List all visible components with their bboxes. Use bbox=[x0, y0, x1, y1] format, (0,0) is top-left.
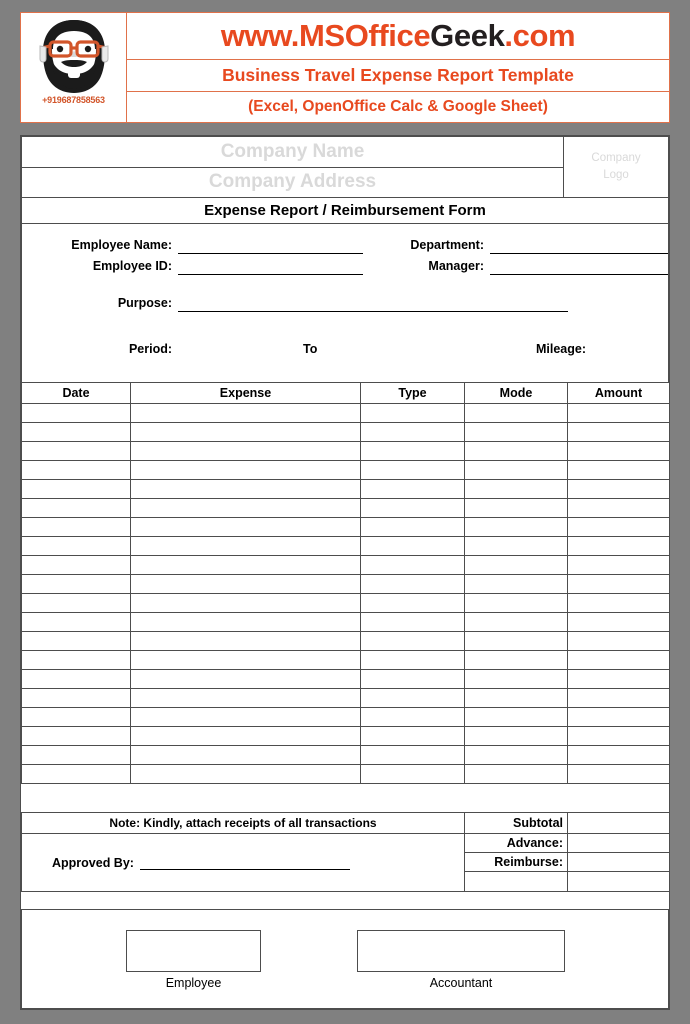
manager-label: Manager: bbox=[428, 259, 484, 273]
site-url-row bbox=[127, 13, 669, 60]
table-cell[interactable] bbox=[22, 765, 131, 784]
table-row bbox=[22, 404, 670, 423]
table-cell[interactable] bbox=[568, 689, 670, 708]
period-label: Period: bbox=[128, 342, 172, 356]
table-cell[interactable] bbox=[131, 594, 361, 613]
table-cell[interactable] bbox=[568, 632, 670, 651]
table-cell[interactable] bbox=[465, 670, 568, 689]
expense-table-body bbox=[22, 404, 670, 784]
table-cell[interactable] bbox=[22, 480, 131, 499]
table-cell[interactable] bbox=[361, 594, 465, 613]
table-cell[interactable] bbox=[361, 708, 465, 727]
table-cell[interactable] bbox=[361, 442, 465, 461]
brand-text-column bbox=[127, 13, 669, 122]
table-row bbox=[22, 765, 670, 784]
table-cell[interactable] bbox=[131, 632, 361, 651]
employee-signature-caption: Employee bbox=[165, 976, 222, 990]
table-row bbox=[22, 461, 670, 480]
table-cell[interactable] bbox=[361, 689, 465, 708]
totals-spacer-right bbox=[568, 872, 670, 892]
employee-name-input[interactable] bbox=[178, 253, 363, 254]
table-cell[interactable] bbox=[22, 575, 131, 594]
table-cell[interactable] bbox=[465, 594, 568, 613]
footer-totals-table bbox=[21, 812, 670, 892]
purpose-input[interactable] bbox=[178, 311, 568, 312]
table-cell[interactable] bbox=[361, 632, 465, 651]
employee-info-block bbox=[21, 223, 669, 383]
table-cell[interactable] bbox=[568, 537, 670, 556]
table-cell[interactable] bbox=[131, 651, 361, 670]
expense-table bbox=[21, 382, 670, 784]
table-cell[interactable] bbox=[568, 575, 670, 594]
table-cell[interactable] bbox=[465, 499, 568, 518]
table-row bbox=[22, 746, 670, 765]
company-name-field[interactable]: Company Name bbox=[21, 136, 564, 168]
table-row bbox=[22, 518, 670, 537]
site-url-part2: Geek bbox=[430, 18, 505, 53]
signature-area bbox=[21, 909, 669, 1009]
table-cell[interactable] bbox=[22, 556, 131, 575]
table-cell[interactable] bbox=[361, 727, 465, 746]
table-cell[interactable] bbox=[131, 556, 361, 575]
table-cell[interactable] bbox=[131, 689, 361, 708]
table-cell[interactable] bbox=[568, 765, 670, 784]
company-logo-line1: Company bbox=[591, 152, 641, 165]
table-cell[interactable] bbox=[22, 727, 131, 746]
table-row bbox=[22, 689, 670, 708]
platforms-label: (Excel, OpenOffice Calc & Google Sheet) bbox=[248, 98, 548, 115]
table-cell[interactable] bbox=[465, 632, 568, 651]
table-cell[interactable] bbox=[22, 746, 131, 765]
mileage-label: Mileage: bbox=[535, 342, 586, 356]
table-cell[interactable] bbox=[465, 575, 568, 594]
table-cell[interactable] bbox=[131, 613, 361, 632]
company-logo-placeholder[interactable] bbox=[564, 136, 669, 198]
table-cell[interactable] bbox=[568, 404, 670, 423]
table-cell[interactable] bbox=[22, 670, 131, 689]
column-header-expense: Expense bbox=[131, 383, 361, 404]
table-row bbox=[22, 423, 670, 442]
approved-by-input[interactable] bbox=[140, 855, 350, 870]
company-address-field[interactable]: Company Address bbox=[21, 168, 564, 199]
reimburse-label: Reimburse: bbox=[465, 853, 568, 872]
subtotal-label: Subtotal bbox=[465, 813, 568, 834]
note-subtotal-row bbox=[22, 813, 670, 834]
company-header-block bbox=[21, 136, 669, 198]
table-cell[interactable] bbox=[22, 708, 131, 727]
table-cell[interactable] bbox=[568, 556, 670, 575]
column-header-type: Type bbox=[361, 383, 465, 404]
table-row bbox=[22, 499, 670, 518]
table-cell[interactable] bbox=[465, 556, 568, 575]
table-cell[interactable] bbox=[22, 613, 131, 632]
table-cell[interactable] bbox=[22, 537, 131, 556]
purpose-label: Purpose: bbox=[117, 296, 172, 310]
table-cell[interactable] bbox=[22, 404, 131, 423]
table-cell[interactable] bbox=[361, 404, 465, 423]
table-row bbox=[22, 670, 670, 689]
table-cell[interactable] bbox=[361, 518, 465, 537]
table-cell[interactable] bbox=[361, 670, 465, 689]
table-cell[interactable] bbox=[131, 518, 361, 537]
table-cell[interactable] bbox=[361, 765, 465, 784]
platforms-row bbox=[127, 92, 669, 122]
table-row bbox=[22, 708, 670, 727]
table-cell[interactable] bbox=[465, 461, 568, 480]
manager-input[interactable] bbox=[490, 274, 668, 275]
accountant-signature-box[interactable] bbox=[357, 930, 565, 972]
table-cell[interactable] bbox=[361, 537, 465, 556]
table-cell[interactable] bbox=[361, 423, 465, 442]
table-cell[interactable] bbox=[568, 651, 670, 670]
site-url-part3: .com bbox=[504, 18, 576, 53]
table-cell[interactable] bbox=[22, 689, 131, 708]
table-cell[interactable] bbox=[465, 404, 568, 423]
table-cell[interactable] bbox=[465, 765, 568, 784]
table-cell[interactable] bbox=[568, 670, 670, 689]
receipts-note: Note: Kindly, attach receipts of all transactions bbox=[22, 813, 465, 834]
table-row bbox=[22, 594, 670, 613]
table-cell[interactable] bbox=[568, 727, 670, 746]
table-cell[interactable] bbox=[131, 727, 361, 746]
table-cell[interactable] bbox=[465, 613, 568, 632]
totals-spacer-left bbox=[465, 872, 568, 892]
table-cell[interactable] bbox=[22, 651, 131, 670]
table-cell[interactable] bbox=[131, 480, 361, 499]
table-cell[interactable] bbox=[361, 746, 465, 765]
table-cell[interactable] bbox=[568, 746, 670, 765]
table-cell[interactable] bbox=[22, 442, 131, 461]
approved-advance-row bbox=[22, 834, 670, 853]
site-url-part1: www.MSOffice bbox=[220, 18, 431, 53]
table-cell[interactable] bbox=[465, 518, 568, 537]
table-cell[interactable] bbox=[22, 423, 131, 442]
template-tagline-row bbox=[127, 60, 669, 92]
expense-report-sheet bbox=[20, 135, 670, 1010]
employee-signature-box[interactable] bbox=[126, 930, 261, 972]
table-cell[interactable] bbox=[465, 727, 568, 746]
brand-header bbox=[20, 12, 670, 123]
company-text-column bbox=[21, 136, 564, 198]
form-title: Expense Report / Reimbursement Form bbox=[21, 197, 669, 224]
table-cell[interactable] bbox=[568, 499, 670, 518]
table-cell[interactable] bbox=[131, 765, 361, 784]
department-input[interactable] bbox=[490, 253, 668, 254]
table-cell[interactable] bbox=[131, 746, 361, 765]
table-cell[interactable] bbox=[568, 423, 670, 442]
table-cell[interactable] bbox=[22, 518, 131, 537]
column-header-amount: Amount bbox=[568, 383, 670, 404]
employee-name-label: Employee Name: bbox=[71, 238, 172, 252]
table-cell[interactable] bbox=[361, 480, 465, 499]
table-cell[interactable] bbox=[22, 499, 131, 518]
approved-by-cell bbox=[22, 834, 465, 892]
table-cell[interactable] bbox=[568, 461, 670, 480]
table-cell[interactable] bbox=[361, 556, 465, 575]
table-row bbox=[22, 613, 670, 632]
table-cell[interactable] bbox=[131, 499, 361, 518]
table-cell[interactable] bbox=[361, 613, 465, 632]
department-label: Department: bbox=[410, 238, 484, 252]
table-cell[interactable] bbox=[131, 442, 361, 461]
table-cell[interactable] bbox=[131, 575, 361, 594]
table-cell[interactable] bbox=[22, 594, 131, 613]
advance-value[interactable] bbox=[568, 834, 670, 853]
table-cell[interactable] bbox=[131, 537, 361, 556]
table-cell[interactable] bbox=[361, 575, 465, 594]
template-tagline: Business Travel Expense Report Template bbox=[222, 65, 574, 85]
table-header-row bbox=[22, 383, 670, 404]
table-row bbox=[22, 442, 670, 461]
table-cell[interactable] bbox=[465, 480, 568, 499]
table-cell[interactable] bbox=[22, 632, 131, 651]
column-header-date: Date bbox=[22, 383, 131, 404]
table-cell[interactable] bbox=[22, 461, 131, 480]
table-cell[interactable] bbox=[568, 518, 670, 537]
table-row bbox=[22, 556, 670, 575]
table-cell[interactable] bbox=[131, 670, 361, 689]
bearded-man-with-glasses-icon bbox=[31, 17, 117, 97]
table-cell[interactable] bbox=[465, 746, 568, 765]
approved-by-label: Approved By: bbox=[52, 855, 134, 870]
table-cell[interactable] bbox=[568, 708, 670, 727]
column-header-mode: Mode bbox=[465, 383, 568, 404]
table-cell[interactable] bbox=[131, 461, 361, 480]
employee-id-input[interactable] bbox=[178, 274, 363, 275]
table-cell[interactable] bbox=[131, 423, 361, 442]
logo-cell bbox=[21, 13, 127, 122]
period-to-label: To bbox=[303, 342, 318, 356]
phone-number: +919687858563 bbox=[42, 95, 105, 105]
table-cell[interactable] bbox=[361, 499, 465, 518]
table-cell[interactable] bbox=[361, 651, 465, 670]
table-row bbox=[22, 480, 670, 499]
company-logo-line2: Logo bbox=[603, 169, 629, 181]
table-cell[interactable] bbox=[465, 537, 568, 556]
table-row bbox=[22, 727, 670, 746]
employee-id-label: Employee ID: bbox=[92, 259, 172, 273]
table-cell[interactable] bbox=[465, 651, 568, 670]
table-cell[interactable] bbox=[131, 404, 361, 423]
reimburse-value[interactable] bbox=[568, 853, 670, 872]
table-row bbox=[22, 651, 670, 670]
table-row bbox=[22, 575, 670, 594]
table-cell[interactable] bbox=[131, 708, 361, 727]
table-row bbox=[22, 632, 670, 651]
table-cell[interactable] bbox=[568, 594, 670, 613]
table-row bbox=[22, 537, 670, 556]
table-cell[interactable] bbox=[465, 708, 568, 727]
subtotal-value[interactable] bbox=[568, 813, 670, 834]
table-cell[interactable] bbox=[465, 689, 568, 708]
table-cell[interactable] bbox=[361, 461, 465, 480]
table-cell[interactable] bbox=[465, 442, 568, 461]
table-cell[interactable] bbox=[568, 442, 670, 461]
accountant-signature-caption: Accountant bbox=[429, 976, 493, 990]
advance-label: Advance: bbox=[465, 834, 568, 853]
table-cell[interactable] bbox=[568, 613, 670, 632]
table-cell[interactable] bbox=[568, 480, 670, 499]
table-cell[interactable] bbox=[465, 423, 568, 442]
